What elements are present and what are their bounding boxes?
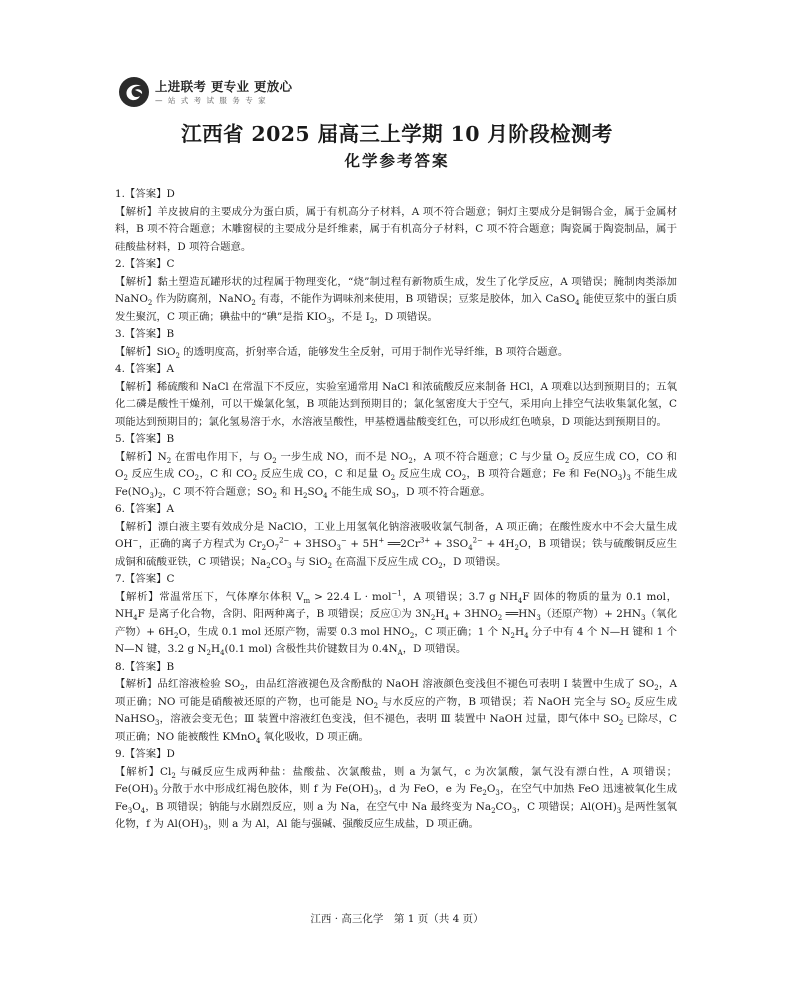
analysis-label: 【解析】	[115, 765, 161, 778]
analysis-paragraph	[115, 764, 677, 834]
analysis-text: 2−	[472, 536, 483, 545]
analysis-text: 在高温下反应生成 CO	[332, 555, 439, 568]
analysis-text: 分子中有 4 个 N—H 键和 1 个 N—N 键，3.2 g N	[115, 625, 678, 655]
analysis-text: 反应生成 CO	[395, 468, 462, 480]
analysis-text: 4	[140, 806, 146, 815]
analysis-text: Cl	[160, 765, 172, 778]
question-number: 2.	[115, 258, 125, 270]
analysis-text: + 4H	[483, 538, 515, 550]
analysis-text: −	[340, 536, 347, 545]
analysis-paragraph	[115, 589, 677, 659]
answer-label: 【答案】	[124, 573, 167, 585]
analysis-text: 2	[430, 614, 436, 623]
analysis-text: 3	[326, 316, 332, 325]
analysis-text: ，D 项错误。	[402, 643, 467, 655]
answer-label: 【答案】	[124, 433, 167, 445]
analysis-label: 【解析】	[115, 205, 158, 218]
answer-item	[115, 326, 677, 361]
analysis-paragraph	[115, 204, 677, 257]
analysis-text: 常温常压下，气体摩尔体积 V	[159, 590, 304, 603]
analysis-text: 2	[261, 544, 267, 553]
question-number: 1.	[115, 188, 125, 200]
analysis-text: + 3HSO	[289, 538, 337, 550]
analysis-text: ══HN	[502, 608, 537, 620]
analysis-text: 7	[274, 544, 280, 553]
analysis-text: ，A 项不符合题意；C 与少量 O	[412, 450, 565, 463]
analysis-text: ，C 和 CO	[199, 468, 253, 480]
answer-list	[115, 186, 677, 834]
answer-item	[115, 571, 677, 659]
analysis-text: O	[266, 538, 275, 550]
analysis-text: ，A 项错误；3.7 g NH	[401, 590, 518, 603]
answer-line	[115, 186, 677, 204]
analysis-text: O，生成 0.1 mol 还原产物，需要 0.3 mol HNO	[178, 625, 410, 638]
analysis-paragraph	[115, 274, 677, 327]
answer-line	[115, 431, 677, 449]
analysis-text: 与碱反应生成两种盐：盐酸盐、次氯酸盐，则 a 为氯气，c 为次氯酸，氯气没有漂白性，A 项错误；Fe(OH)	[115, 765, 678, 795]
answer-item	[115, 659, 677, 747]
analysis-label: 【解析】	[115, 380, 157, 393]
analysis-text: 作为防腐剂，NaNO	[152, 293, 252, 305]
analysis-text: 2	[327, 561, 333, 570]
analysis-text: 2	[510, 631, 515, 640]
analysis-text: )	[622, 468, 627, 480]
analysis-text: 稀硫酸和 NaCl 在常温下不反应，实验室通常用 NaCl 和浓硫酸反应来制备 HCl，A 项难以达到预期目的；五氧化二磷是酸性干燥剂，可以干燥氯化氢，B 项能达到预期目的；氯化氢密度大于空气，采用向上排空气法收集氯化氢，C 项能达到预期目的；氯化氢易溶于水，水溶液呈酸性，甲基橙遇盐酸变红色，可以形成红色喷泉，D 项能达到预期目的。	[115, 380, 677, 428]
analysis-text: 与水反应的产物，B 项错误；若 NaOH 完全与 SO	[378, 695, 626, 708]
analysis-text: 2	[390, 474, 396, 483]
analysis-text: −1	[391, 589, 402, 598]
analysis-text: ，d 为 FeO，e 为 Fe	[378, 783, 483, 795]
analysis-text: 分散于水中形成红褐色胶体，则 f 为 Fe(OH)	[157, 783, 374, 795]
analysis-text: + 3SO	[430, 538, 469, 550]
question-number: 3.	[115, 328, 125, 340]
analysis-text: 2	[408, 456, 413, 465]
analysis-text: 2	[654, 684, 659, 693]
analysis-text: 2	[461, 474, 467, 483]
analysis-text: 2	[272, 491, 277, 500]
answer-label: 【答案】	[124, 660, 167, 673]
analysis-paragraph	[115, 449, 677, 502]
answer-choice: A	[166, 503, 174, 515]
analysis-text: ，C 项错误；Al(OH)	[516, 800, 617, 813]
analysis-text: 3	[391, 491, 396, 500]
analysis-paragraph	[115, 379, 677, 432]
analysis-text: ，C 项正确；1 个 N	[414, 625, 511, 638]
answer-item	[115, 186, 677, 256]
analysis-text: 反应生成 CO	[128, 468, 195, 480]
analysis-text: ，D 项错误。	[374, 310, 438, 323]
analysis-text: 3	[155, 719, 160, 728]
analysis-paragraph	[115, 344, 677, 362]
answer-label: 【答案】	[124, 503, 167, 515]
analysis-text: ，由品红溶液褪色及含酚酞的 NaOH 溶液颜色变浅但不褪色可表明 Ⅰ 装置中生成了 SO	[244, 678, 655, 690]
analysis-text: 3	[153, 789, 158, 798]
analysis-text: 4	[133, 614, 138, 623]
answer-line	[115, 746, 677, 764]
analysis-text: 2	[482, 789, 487, 798]
analysis-text: 反应生成 NaHSO	[115, 695, 677, 725]
analysis-text: 反应生成 CO，CO 和 O	[115, 450, 677, 480]
analysis-text: 2	[175, 351, 180, 360]
answer-label: 【答案】	[124, 328, 167, 340]
analysis-label: 【解析】	[115, 590, 160, 603]
analysis-text: 2	[409, 631, 415, 640]
analysis-text: ，A 项正确；NO 可能是硝酸被还原的产物，也可能是 NO	[115, 678, 677, 708]
analysis-text: ，不是 I	[331, 310, 370, 323]
analysis-text: 2	[158, 491, 163, 500]
analysis-text: ══2Cr	[384, 538, 420, 550]
analysis-text: H	[435, 608, 445, 620]
analysis-text: > 22.4 L · mol	[310, 590, 392, 603]
answer-choice: D	[166, 748, 175, 760]
analysis-text: A	[397, 649, 403, 658]
analysis-text: 2	[206, 649, 212, 658]
analysis-text: 2	[123, 474, 128, 483]
analysis-text: 有毒，不能作为调味剂来使用，B 项错误；豆浆是胶体，加入 CaSO	[255, 293, 576, 305]
answer-line	[115, 361, 677, 379]
analysis-text: + 3HNO	[448, 608, 498, 620]
answer-choice: B	[166, 433, 175, 445]
analysis-text: 3	[617, 474, 623, 483]
analysis-text: 已除尽，C 项正确；NO 能被酸性 KMnO	[115, 713, 677, 743]
analysis-text: O	[486, 783, 496, 795]
analysis-text: 2	[166, 456, 172, 465]
analysis-text: 2	[240, 684, 245, 693]
analysis-text: 在雷电作用下，与 O	[171, 450, 273, 463]
analysis-text: 2	[303, 491, 308, 500]
analysis-text: 3	[203, 824, 208, 833]
answer-line	[115, 571, 677, 589]
answer-item	[115, 746, 677, 834]
analysis-text: 羊皮披肩的主要成分为蛋白质，属于有机高分子材料，A 项不符合题意；铜灯主要成分是铜锡合金，属于金属材料，B 项不符合题意；木雕窗棂的主要成分是纤维素，属于有机高分子材料，C 项不符合题意；陶瓷属于陶瓷制品，属于硅酸盐材料，D 项符合题意。	[115, 205, 677, 253]
analysis-text: 4	[220, 649, 225, 658]
analysis-text: （氧化产物）+ 6H	[115, 608, 677, 638]
analysis-text: O，B 项错误；铁与硫酸铜反应生成铜和硫酸亚铁，C 项错误；Na	[115, 538, 677, 568]
analysis-text: 3	[336, 544, 341, 553]
analysis-text: 2	[564, 456, 570, 465]
answer-label: 【答案】	[124, 258, 167, 270]
question-number: 9.	[115, 748, 125, 760]
publisher-logo	[118, 76, 292, 108]
analysis-text: 4	[517, 596, 523, 605]
swirl-logo-icon	[118, 76, 150, 108]
analysis-text: 2	[174, 631, 179, 640]
analysis-text: ，溶液会变无色；Ⅲ 装置中溶液红色变浅，但不褪色，表明 Ⅲ 装置中 NaOH 过量，即气体中 SO	[159, 713, 619, 725]
analysis-text: 反应生成 CO，C 和足量 O	[257, 468, 391, 480]
answer-choice: D	[166, 188, 175, 200]
analysis-label: 【解析】	[115, 520, 158, 533]
analysis-text: CO	[495, 800, 513, 813]
analysis-text: 3	[149, 491, 154, 500]
analysis-text: 2	[194, 474, 200, 483]
analysis-text: 不能生成 Fe(NO	[115, 468, 677, 498]
analysis-paragraph	[115, 519, 677, 572]
analysis-text: 4	[323, 491, 328, 500]
analysis-text: −	[132, 536, 139, 545]
analysis-text: 2	[272, 456, 277, 465]
answer-item	[115, 431, 677, 501]
analysis-text: 氧化吸收，D 项正确。	[260, 730, 369, 743]
analysis-text: 4	[575, 299, 580, 308]
analysis-text: 的透明度高，折射率合适，能够发生全反射，可用于制作光导纤维，B 项符合题意。	[180, 345, 569, 358]
question-number: 7.	[115, 573, 125, 585]
analysis-text: F 固体的物质的量为 0.1 mol，NH	[115, 590, 678, 620]
analysis-text: 2	[252, 474, 258, 483]
analysis-text: CO	[270, 555, 288, 568]
analysis-text: +	[378, 536, 385, 545]
analysis-text: )	[153, 485, 158, 498]
exam-title: 江西省 2025 届高三上学期 10 月阶段检测考	[181, 122, 613, 146]
analysis-text: H	[211, 643, 221, 655]
analysis-text: 2	[373, 701, 379, 710]
page-footer: 江西 · 高三化学 第 1 页（共 4 页）	[310, 913, 484, 925]
analysis-label: 【解析】	[115, 450, 158, 463]
analysis-text: m	[303, 596, 311, 605]
analysis-text: (0.1 mol) 含极性共价键数目为 0.4N	[224, 643, 398, 655]
analysis-text: 3+	[419, 536, 431, 545]
analysis-text: 4	[524, 631, 529, 640]
analysis-label: 【解析】	[115, 345, 157, 358]
analysis-text: 3	[616, 806, 622, 815]
answer-label: 【答案】	[124, 188, 167, 200]
analysis-text: 与 SiO	[291, 555, 328, 568]
analysis-text: 品红溶液检验 SO	[157, 678, 241, 690]
answer-choice: B	[166, 328, 175, 340]
analysis-text: 2	[251, 299, 256, 308]
analysis-text: 4	[255, 736, 261, 745]
analysis-text: 3	[373, 789, 379, 798]
analysis-text: 3	[512, 806, 517, 815]
analysis-text: （还原产物）+ 2HN	[540, 608, 641, 620]
analysis-text: 不能生成 SO	[327, 485, 392, 498]
answer-line	[115, 326, 677, 344]
question-number: 5.	[115, 433, 125, 445]
answer-choice: C	[166, 258, 175, 270]
analysis-text: 2	[266, 561, 271, 570]
analysis-text: ，D 项错误。	[442, 555, 507, 568]
analysis-text: 能使豆浆中的蛋白质发生聚沉，C 项正确；碘盐中的“碘”是指 KIO	[115, 293, 677, 323]
analysis-text: 2	[171, 771, 176, 780]
answer-line	[115, 501, 677, 519]
question-number: 6.	[115, 503, 125, 515]
analysis-text: 2	[491, 806, 496, 815]
analysis-text: ，B 项错误；钠能与水剧烈反应，则 a 为 Na，在空气中 Na 最终变为 Na	[145, 800, 492, 813]
analysis-text: 2	[497, 614, 503, 623]
analysis-text: 3	[536, 614, 541, 623]
analysis-text: 4	[468, 544, 473, 553]
analysis-paragraph	[115, 676, 677, 746]
analysis-text: 黏土塑造瓦罐形状的过程属于物理变化，“烧”制过程有新物质生成，发生了化学反应，A 项错误；腌制肉类添加 NaNO	[115, 275, 677, 305]
analysis-text: N	[157, 450, 167, 463]
answer-key-subtitle: 化学参考答案	[344, 152, 450, 170]
answer-label: 【答案】	[124, 748, 167, 760]
answer-item	[115, 361, 677, 431]
analysis-text: 是两性氢氧化物，f 为 Al(OH)	[115, 800, 677, 830]
question-number: 8.	[115, 660, 125, 673]
analysis-text: 2	[438, 561, 443, 570]
analysis-text: ，D 项不符合题意。	[395, 485, 491, 498]
analysis-text: ，正确的离子方程式为 Cr	[138, 538, 262, 550]
answer-choice: C	[166, 573, 175, 585]
answer-line	[115, 256, 677, 274]
analysis-text: 3	[626, 474, 631, 483]
analysis-text: 4	[444, 614, 449, 623]
analysis-text: 2	[369, 316, 375, 325]
analysis-text: SiO	[156, 345, 176, 358]
analysis-label: 【解析】	[115, 275, 158, 288]
analysis-text: 2	[514, 544, 519, 553]
analysis-text: ，C 项不符合题意；SO	[162, 485, 273, 498]
analysis-text: SO	[307, 485, 324, 498]
answer-label: 【答案】	[124, 363, 167, 375]
analysis-text: 3	[287, 561, 292, 570]
analysis-text: 2−	[279, 536, 290, 545]
answer-choice: A	[166, 363, 174, 375]
logo-tagline: — 站 式 考 试 服 务 专 家	[155, 96, 268, 105]
analysis-text: 3	[127, 806, 133, 815]
logo-slogan: 上进联考 更专业 更放心	[155, 79, 293, 94]
analysis-text: 3	[640, 614, 646, 623]
question-number: 4.	[115, 363, 125, 375]
analysis-text: 2	[625, 701, 631, 710]
analysis-text: ，B 项符合题意；Fe 和 Fe(NO	[466, 468, 618, 480]
analysis-text: 和 H	[276, 485, 304, 498]
analysis-text: 漂白液主要有效成分是 NaClO，工业上用氢氧化钠溶液吸收氯气制备，A 项正确；在酸性废水中不会大量生成 OH	[115, 520, 677, 550]
answer-line	[115, 659, 677, 677]
analysis-text: 一步生成 NO，而不是 NO	[276, 450, 409, 463]
analysis-text: H	[515, 625, 525, 638]
analysis-text: 3	[495, 789, 500, 798]
answer-item	[115, 501, 677, 571]
analysis-text: ，在空气中加热 FeO 迅速被氧化生成 Fe	[115, 783, 677, 813]
analysis-text: ，则 a 为 Al，Al 能与强碱、强酸反应生成盐，D 项正确。	[208, 818, 479, 830]
analysis-text: 2	[147, 299, 153, 308]
analysis-label: 【解析】	[115, 678, 158, 690]
answer-choice: B	[166, 660, 175, 673]
analysis-text: F 是离子化合物，含阴、阳两种离子，B 项错误；反应①为 3N	[137, 608, 431, 620]
analysis-text: O	[132, 800, 141, 813]
analysis-text: + 5H	[346, 538, 379, 550]
analysis-text: 2	[618, 719, 624, 728]
answer-item	[115, 256, 677, 326]
